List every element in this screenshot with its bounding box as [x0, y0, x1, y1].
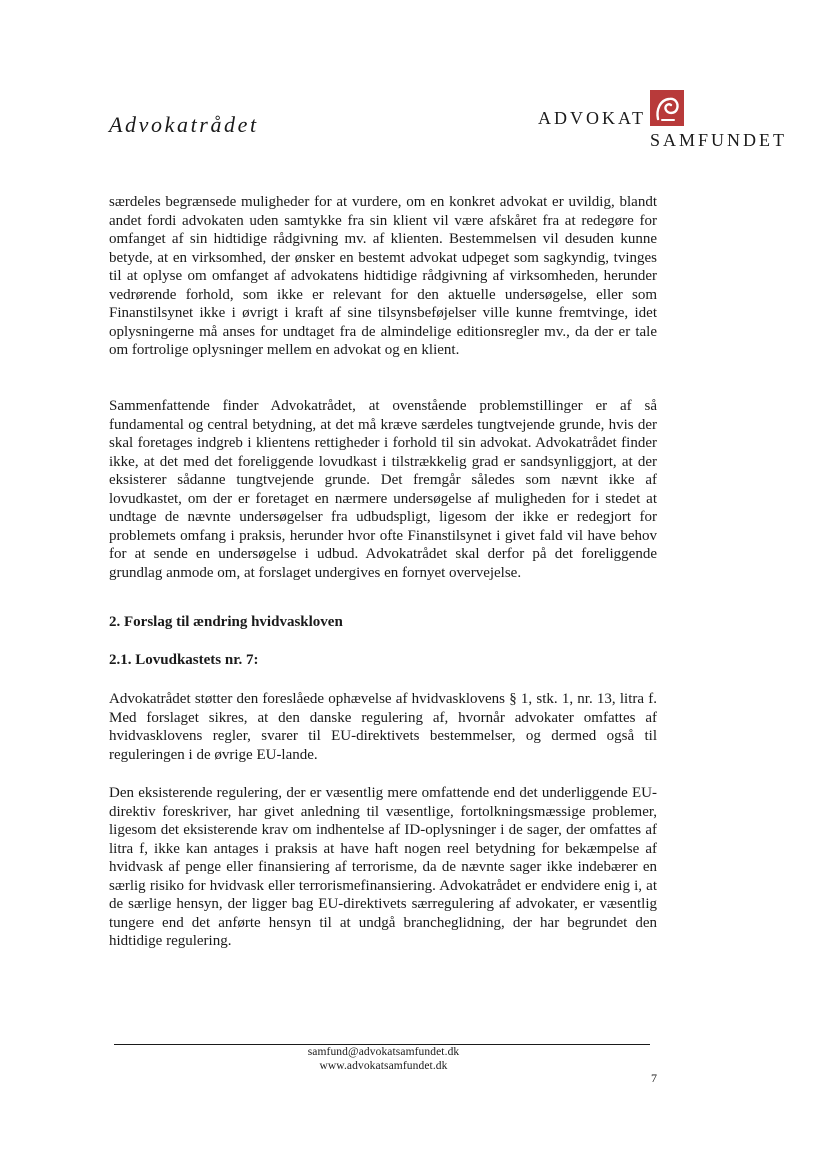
- paragraph-2: Sammenfattende finder Advokatrådet, at ovenstående problemstillinger er af så fundamental og central betydning, at det må kræve særdeles tungtvejende grunde, hvis der skal foretages indgreb i klientens rettigheder i forhold til sin advokat. Advokatrådet finder ikke, at det med det foreliggende lovudkast i tilstrækkelig grad er sandsynliggjort, at der eksisterer sådanne tungtvejende grunde. Det fremgår således som nævnt ikke af lovudkastet, om der er foretaget en nærmere undersøgelse af muligheden for i stedet at undtage de nævnte undersøgelser fra udbudspligt, ligesom der ikke er redegjort for problemets omfang i praksis, herunder hvor ofte Finanstilsynet i givet fald vil have behov for at sende en undersøgelse i udbud. Advokatrådet skal derfor på det foreliggende grundlag anmode om, at forslaget undergives en fornyet overvejelse.: [109, 398, 657, 581]
- paragraph-1: særdeles begrænsede muligheder for at vurdere, om en konkret advokat er uvildig, blandt andet fordi advokaten uden samtykke fra sin klient vil være afskåret fra at redegøre for omfanget af sin hidtidige rådgivning mv. af klienten. Bestemmelsen vil desuden kunne betyde, at en virksomhed, der ønsker en bestemt advokat udpeget som sagkyndig, tvinges til at oplyse om omfanget af advokatens hidtidige rådgivning af virksomheden, herunder vedrørende forhold, som ikke er relevant for den aktuelle undersøgelse, eller som Finanstilsynet ikke i øvrigt i kraft af sine tilsynsbeføjelser ville kunne fremtvinge, idet oplysningerne må anses for undtaget fra de almindelige editionsregler mv., da der er tale om fortrolige oplysninger mellem en advokat og en klient.: [109, 194, 657, 358]
- advokatsamfundet-logo-icon: [650, 90, 684, 126]
- footer-divider: [114, 1044, 650, 1045]
- footer-website: www.advokatsamfundet.dk: [319, 1060, 448, 1072]
- section-heading-2-1: 2.1. Lovudkastets nr. 7:: [109, 652, 259, 668]
- footer-email: samfund@advokatsamfundet.dk: [307, 1046, 460, 1058]
- advokatraadet-wordmark: Advokatrådet: [109, 112, 259, 137]
- page-number: 7: [651, 1071, 657, 1085]
- paragraph-3: Advokatrådet støtter den foreslåede ophævelse af hvidvasklovens § 1, stk. 1, nr. 13, litra f. Med forslaget sikres, at den danske regulering af, hvornår advokater omfattes af hvidvasklovens regler, svarer til EU-direktivets bestemmelser, og dermed også til reguleringen i de øvrige EU-lande.: [109, 691, 657, 763]
- advokatsamfundet-wordmark-bottom: SAMFUNDET: [650, 130, 788, 150]
- advokatsamfundet-wordmark-top: ADVOKAT: [538, 108, 646, 128]
- paragraph-4: Den eksisterende regulering, der er væsentlig mere omfattende end det underliggende EU-direktiv foreskriver, har givet anledning til væsentlige, fortolkningsmæssige problemer, ligesom det eksisterende krav om indhentelse af ID-oplysninger i de sager, der omfattes af litra f, ikke kan antages i praksis at have haft nogen reel betydning for bekæmpelse af hvidvask af penge eller finansiering af terrorisme, da de nævnte sager ikke indebærer en særlig risiko for hvidvask eller terrorismefinansiering. Advokatrådet er endvidere enig i, at de særlige hensyn, der ligger bag EU-direktivets særregulering af advokater, er væsentlig tungere end det anførte hensyn til at undgå brancheglidning, der har begrundet den hidtidige regulering.: [109, 785, 657, 949]
- section-heading-2: 2. Forslag til ændring hvidvaskloven: [109, 614, 343, 630]
